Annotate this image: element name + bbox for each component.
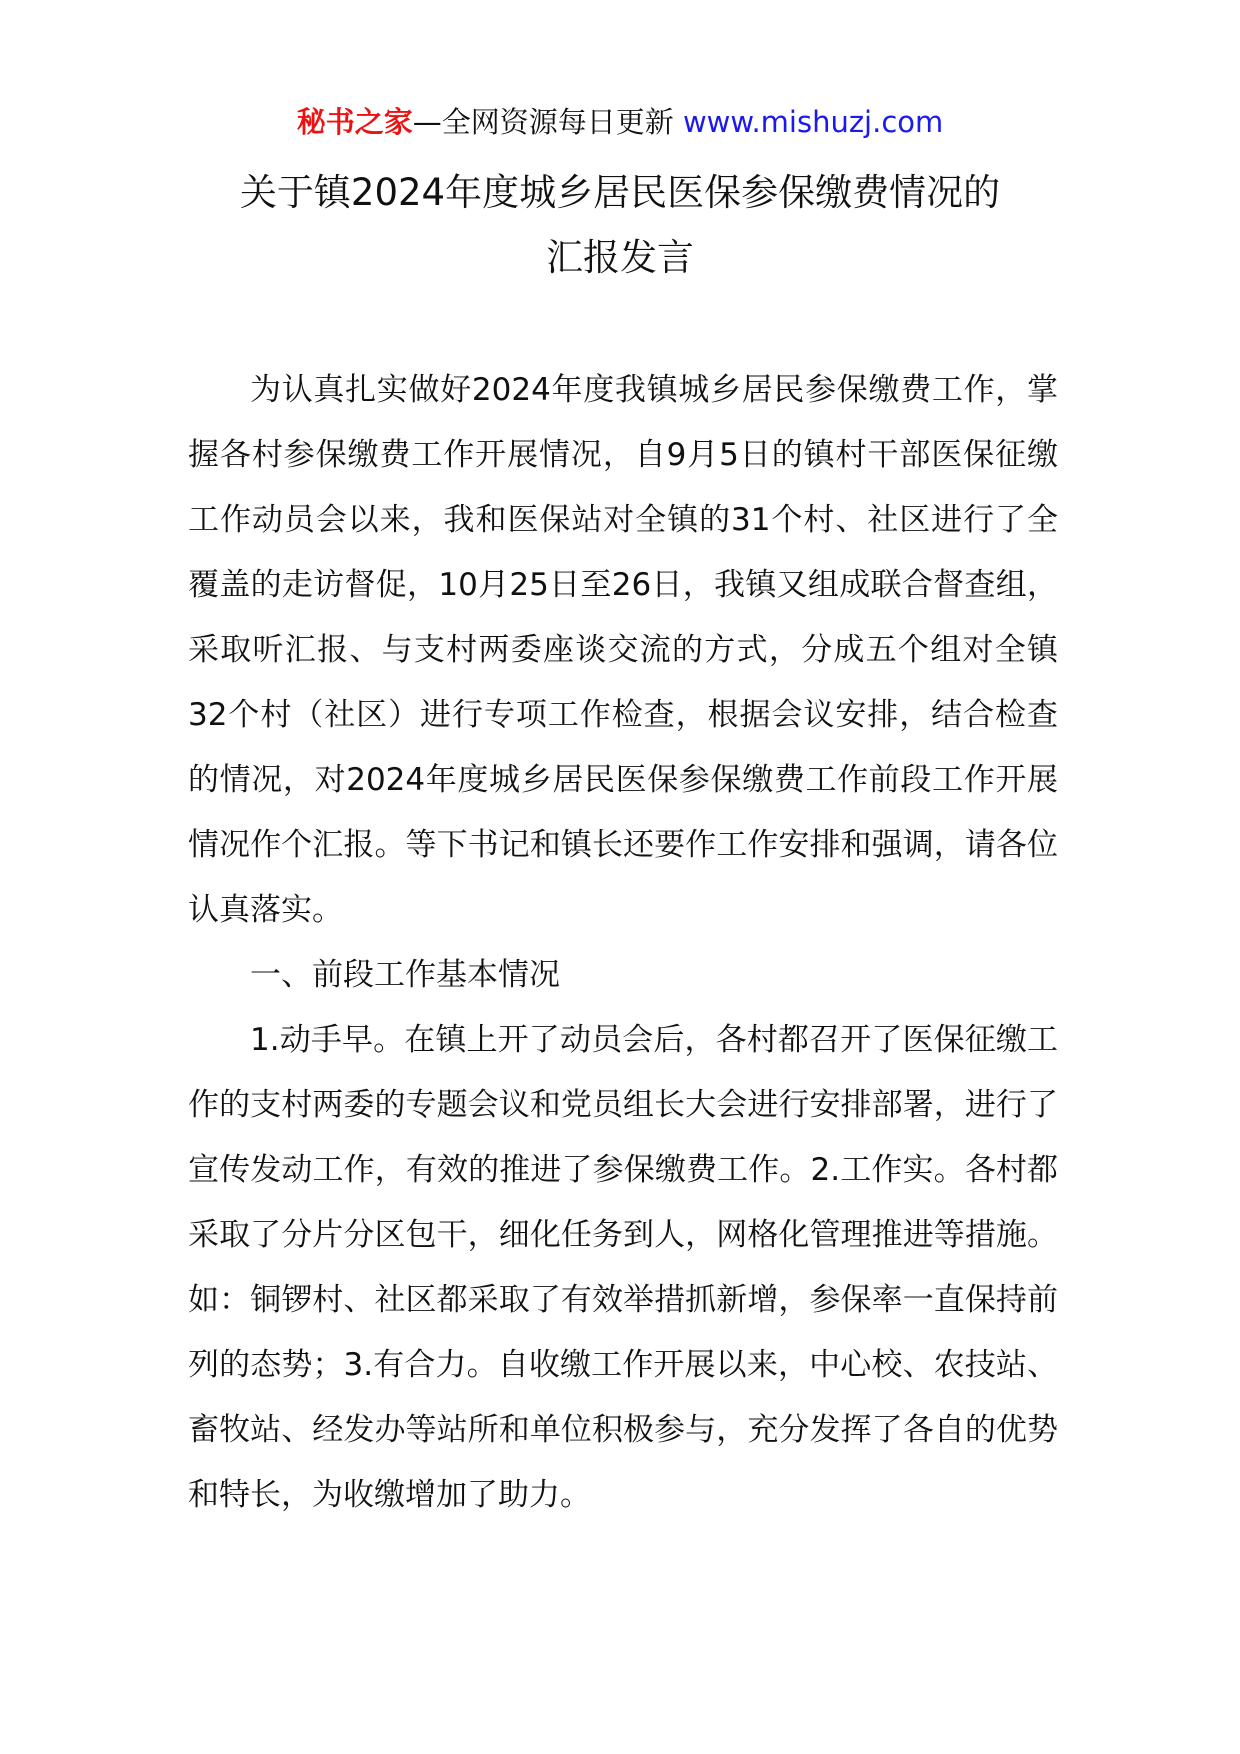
site-header bbox=[0, 100, 1240, 144]
title-line-2: 汇报发言 bbox=[546, 236, 694, 279]
site-url-link[interactable]: www.mishuzj.com bbox=[682, 105, 944, 139]
title-line-1: 关于镇2024年度城乡居民医保参保缴费情况的 bbox=[239, 171, 1001, 214]
header-tagline: —全网资源每日更新 bbox=[412, 105, 674, 139]
section-paragraph: 1.动手早。在镇上开了动员会后，各村都召开了医保征缴工作的支村两委的专题会议和党员组长大会进行安排部署，进行了宣传发动工作，有效的推进了参保缴费工作。2.工作实。各村都采取了分片分区包干，细化任务到人，网格化管理推进等措施。如：铜锣村、社区都采取了有效举措抓新增，参保率一直保持前列的态势；3.有合力。自收缴工作开展以来，中心校、农技站、畜牧站、经发办等站所和单位积极参与，充分发挥了各自的优势和特长，为收缴增加了助力。 bbox=[188, 1022, 1058, 1513]
brand-name: 秘书之家 bbox=[296, 105, 413, 139]
section-heading: 一、前段工作基本情况 bbox=[250, 957, 560, 993]
document-body bbox=[188, 358, 1058, 1528]
intro-paragraph: 为认真扎实做好2024年度我镇城乡居民参保缴费工作，掌握各村参保缴费工作开展情况，自9月5日的镇村干部医保征缴工作动员会以来，我和医保站对全镇的31个村、社区进行了全覆盖的走访督促，10月25日至26日，我镇又组成联合督查组，采取听汇报、与支村两委座谈交流的方式，分成五个组对全镇32个村（社区）进行专项工作检查，根据会议安排，结合检查的情况，对2024年度城乡居民医保参保缴费工作前段工作开展情况作个汇报。等下书记和镇长还要作工作安排和强调，请各位认真落实。 bbox=[188, 372, 1058, 928]
document-title bbox=[170, 160, 1070, 290]
